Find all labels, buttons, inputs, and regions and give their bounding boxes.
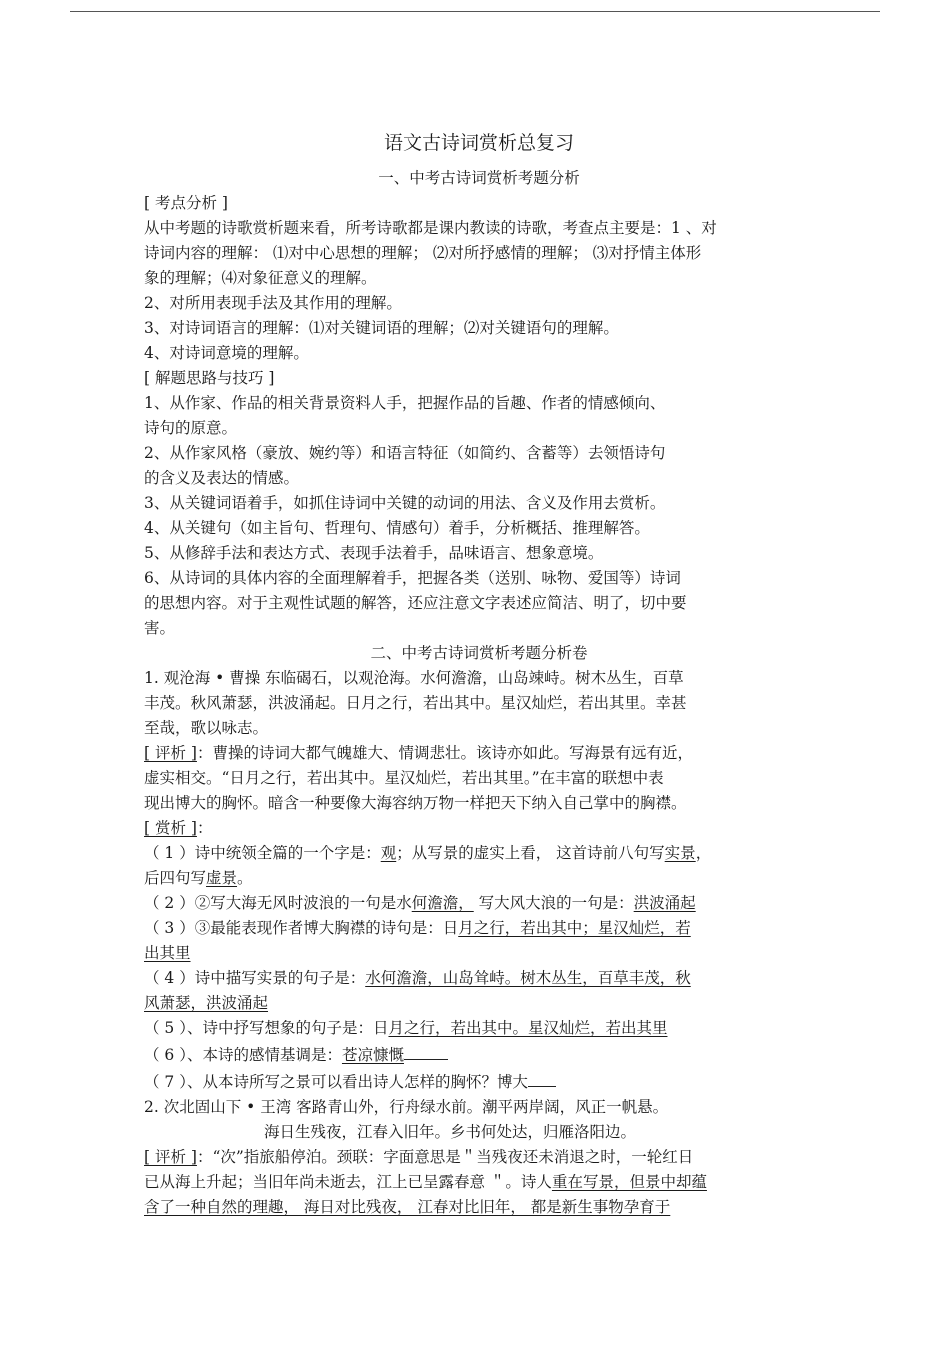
jieti-line: 害。 (144, 619, 176, 637)
answer-blank (404, 1041, 448, 1060)
jieti-line: 的含义及表达的情感。 (144, 469, 300, 487)
jieti-line: 4、从关键句（如主旨句、哲理句、情感句）着手，分析概括、推理解答。 (144, 519, 650, 537)
pingxi2-text: 已从海上升起；当旧年尚未逝去，江上已呈露春意 ＂。诗人 (144, 1173, 552, 1191)
pingxi2-line (144, 1170, 814, 1195)
question-text: （ 6 ）、本诗的感情基调是： (144, 1046, 342, 1064)
kaodian-line: 象的理解；⑷对象征意义的理解。 (144, 269, 377, 287)
shangxi-label: [ 赏析 ] (144, 819, 197, 837)
question-text: （ 1 ）诗中统领全篇的一个字是： (144, 844, 381, 862)
kaodian-line: 从中考题的诗歌赏析题来看，所考诗歌都是课内教读的诗歌，考查点主要是：1 、对 (144, 219, 717, 237)
document-page (144, 128, 814, 1220)
answer-text: 出其里 (144, 944, 191, 962)
answer-text: 月之行，若出其中；星汉灿烂，若 (458, 919, 691, 937)
question-6 (144, 1041, 814, 1068)
pingxi-label: [ 评析 ] (144, 1148, 197, 1166)
question-text: （ 4 ）诗中描写实景的句子是： (144, 969, 366, 987)
pingxi2-text-underlined: 重在写景，但景中却蕴 (551, 1173, 707, 1191)
jieti-label: [ 解题思路与技巧 ] (144, 369, 275, 387)
question-text: ；从写景的虚实上看， 这首诗前八句写 (396, 844, 665, 862)
kaodian-line: 3、对诗词语言的理解：⑴对关键词语的理解；⑵对关键语句的理解。 (144, 319, 619, 337)
section2-heading: 二、中考古诗词赏析考题分析卷 (370, 644, 588, 662)
answer-blank (528, 1068, 556, 1087)
section1-heading: 一、中考古诗词赏析考题分析 (378, 169, 580, 187)
poem2-line: 2. 次北固山下 • 王湾 客路青山外，行舟绿水前。潮平两岸阔，风正一帆悬。 (144, 1098, 669, 1116)
question-text: 写大风大浪的一句是： (473, 894, 634, 912)
pingxi1-line (144, 741, 814, 766)
question-text: ， (695, 844, 712, 862)
jieti-line: 6、从诗词的具体内容的全面理解着手，把握各类（送别、咏物、爱国等）诗词 (144, 569, 681, 587)
kaodian-line: 2、对所用表现手法及其作用的理解。 (144, 294, 402, 312)
pingxi2-line: 含了一种自然的理趣， 海日对比残夜， 江春对比旧年， 都是新生事物孕育于 (144, 1198, 671, 1216)
question-1 (144, 841, 814, 866)
answer-text: 虚景 (206, 869, 238, 887)
question-4-cont (144, 991, 814, 1016)
question-3-cont (144, 941, 814, 966)
question-2 (144, 891, 814, 916)
answer-text: 苍凉慷慨 (341, 1046, 404, 1064)
question-7 (144, 1068, 814, 1095)
kaodian-line: 4、对诗词意境的理解。 (144, 344, 309, 362)
poem1-line: 至哉，歌以咏志。 (144, 719, 269, 737)
jieti-line: 的思想内容。对于主观性试题的解答，还应注意文字表述应简洁、明了，切中要 (144, 594, 687, 612)
question-3 (144, 916, 814, 941)
question-text: （ 3 ）③最能表现作者博大胸襟的诗句是：日 (144, 919, 459, 937)
kaodian-label: [ 考点分析 ] (144, 194, 228, 212)
poem1-line: 1. 观沧海 • 曹操 东临碣石，以观沧海。水何澹澹，山岛竦峙。树木丛生，百草 (144, 669, 684, 687)
question-5 (144, 1016, 814, 1041)
pingxi1-line: 虚实相交。“日月之行，若出其中。星汉灿烂，若出其里。”在丰富的联想中表 (144, 769, 664, 787)
jieti-line: 3、从关键词语着手，如抓住诗词中关键的动词的用法、含义及作用去赏析。 (144, 494, 666, 512)
question-text: （ 5 ）、诗中抒写想象的句子是：日 (144, 1019, 389, 1037)
answer-text: 风萧瑟，洪波涌起 (144, 994, 269, 1012)
pingxi-label: [ 评析 ] (144, 744, 197, 762)
jieti-line: 1、从作家、作品的相关背景资料人手，把握作品的旨趣、作者的情感倾向、 (144, 394, 666, 412)
kaodian-line: 诗词内容的理解： ⑴对中心思想的理解； ⑵对所抒感情的理解； ⑶对抒情主体形 (144, 244, 702, 262)
shangxi-colon: ： (196, 819, 213, 837)
question-1-cont (144, 866, 814, 891)
question-text: （ 2 ）②写大海无风时波浪的一句是水 (144, 894, 412, 912)
answer-text: 洪波涌起 (633, 894, 696, 912)
top-rule (70, 11, 880, 12)
jieti-line: 2、从作家风格（豪放、婉约等）和语言特征（如简约、含蓄等）去领悟诗句 (144, 444, 666, 462)
poem1-line: 丰茂。秋风萧瑟，洪波涌起。日月之行，若出其中。星汉灿烂，若出其里。幸甚 (144, 694, 687, 712)
shangxi-line (144, 816, 814, 841)
answer-text: 何澹澹， (411, 894, 474, 912)
jieti-line: 诗句的原意。 (144, 419, 238, 437)
pingxi1-line: 现出博大的胸怀。暗含一种要像大海容纳万物一样把天下纳入自己掌中的胸襟。 (144, 794, 687, 812)
jieti-line: 5、从修辞手法和表达方式、表现手法着手，品味语言、想象意境。 (144, 544, 604, 562)
answer-text: 水何澹澹，山岛耸峙。树木丛生，百草丰茂，秋 (365, 969, 691, 987)
answer-text: 实景 (664, 844, 696, 862)
page-title: 语文古诗词赏析总复习 (383, 132, 574, 154)
pingxi2-text: ：“次”指旅船停泊。颈联：字面意思是＂当残夜还未消退之时，一轮红日 (196, 1148, 694, 1166)
question-4 (144, 966, 814, 991)
poem2-line: 海日生残夜，江春入旧年。乡书何处达，归雁洛阳边。 (264, 1123, 637, 1141)
pingxi1-text: ：曹操的诗词大都气魄雄大、情调悲壮。该诗亦如此。写海景有远有近， (196, 744, 693, 762)
answer-text: 月之行，若出其中。星汉灿烂，若出其里 (388, 1019, 668, 1037)
question-text: 后四句写 (144, 869, 207, 887)
question-text: 。 (237, 869, 253, 887)
question-text: （ 7 ）、从本诗所写之景可以看出诗人怎样的胸怀？博大 (144, 1073, 528, 1091)
answer-text: 观 (380, 844, 397, 862)
pingxi2-line (144, 1145, 814, 1170)
